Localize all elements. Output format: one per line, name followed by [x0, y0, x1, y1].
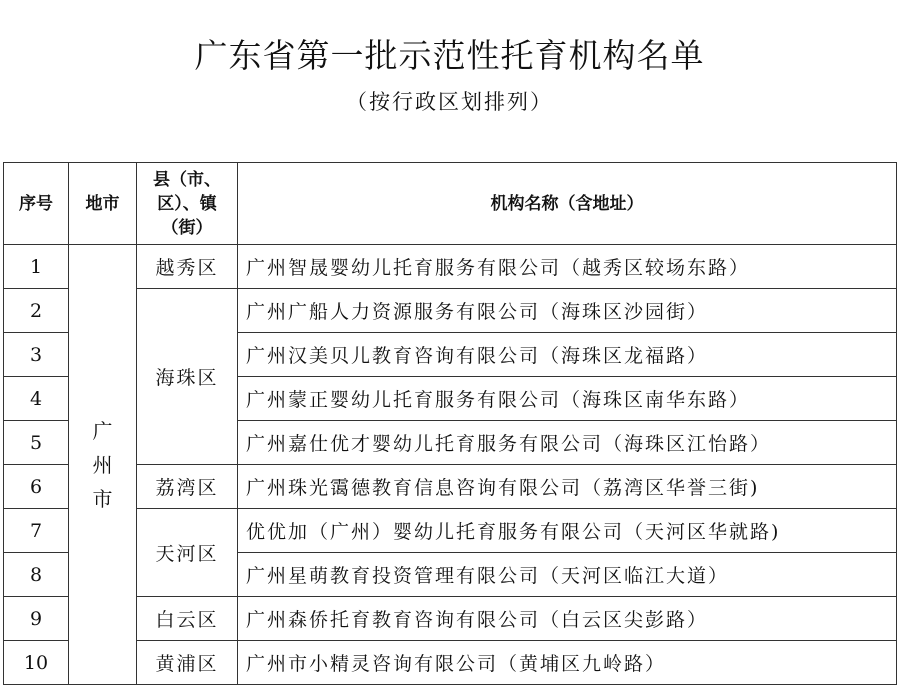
- row-no: 5: [4, 421, 69, 465]
- institution-name: 广州市小精灵咨询有限公司（黄埔区九岭路）: [238, 641, 897, 685]
- table-row: [4, 597, 897, 641]
- row-no: 8: [4, 553, 69, 597]
- col-header-name: 机构名称（含地址）: [238, 163, 897, 245]
- city-cell: [69, 245, 137, 685]
- institution-name: 广州汉美贝儿教育咨询有限公司（海珠区龙福路）: [238, 333, 897, 377]
- row-no: 4: [4, 377, 69, 421]
- institution-name: 广州广船人力资源服务有限公司（海珠区沙园街）: [238, 289, 897, 333]
- col-header-city: 地市: [69, 163, 137, 245]
- table-row: [4, 509, 897, 553]
- page-subtitle: （按行政区划排列）: [346, 90, 553, 114]
- district-cell: 白云区: [137, 597, 238, 641]
- institution-name: 广州蒙正婴幼儿托育服务有限公司（海珠区南华东路）: [238, 377, 897, 421]
- table-row: [4, 245, 897, 289]
- table-row: [4, 641, 897, 685]
- row-no: 3: [4, 333, 69, 377]
- district-cell: 黄浦区: [137, 641, 238, 685]
- table-row: [4, 289, 897, 333]
- row-no: 9: [4, 597, 69, 641]
- col-header-no: 序号: [4, 163, 69, 245]
- district-cell: 荔湾区: [137, 465, 238, 509]
- row-no: 10: [4, 641, 69, 685]
- district-cell: 越秀区: [137, 245, 238, 289]
- institution-name: 广州珠光霭德教育信息咨询有限公司（荔湾区华誉三街): [238, 465, 897, 509]
- district-cell: 天河区: [137, 509, 238, 597]
- page-title: 广东省第一批示范性托育机构名单: [194, 36, 705, 75]
- row-no: 1: [4, 245, 69, 289]
- institution-name: 广州嘉仕优才婴幼儿托育服务有限公司（海珠区江怡路）: [238, 421, 897, 465]
- table-header-row: [4, 163, 897, 245]
- col-header-county: 县（市、区）、镇（街）: [137, 163, 238, 245]
- institution-name: 广州智晟婴幼儿托育服务有限公司（越秀区较场东路）: [238, 245, 897, 289]
- row-no: 2: [4, 289, 69, 333]
- institution-table: [3, 162, 897, 685]
- row-no: 6: [4, 465, 69, 509]
- city-label: 广州市: [92, 418, 113, 511]
- row-no: 7: [4, 509, 69, 553]
- institution-name: 广州森侨托育教育咨询有限公司（白云区尖彭路）: [238, 597, 897, 641]
- institution-name: 广州星萌教育投资管理有限公司（天河区临江大道）: [238, 553, 897, 597]
- institution-name: 优优加（广州）婴幼儿托育服务有限公司（天河区华就路): [238, 509, 897, 553]
- district-cell: 海珠区: [137, 289, 238, 465]
- table-row: [4, 465, 897, 509]
